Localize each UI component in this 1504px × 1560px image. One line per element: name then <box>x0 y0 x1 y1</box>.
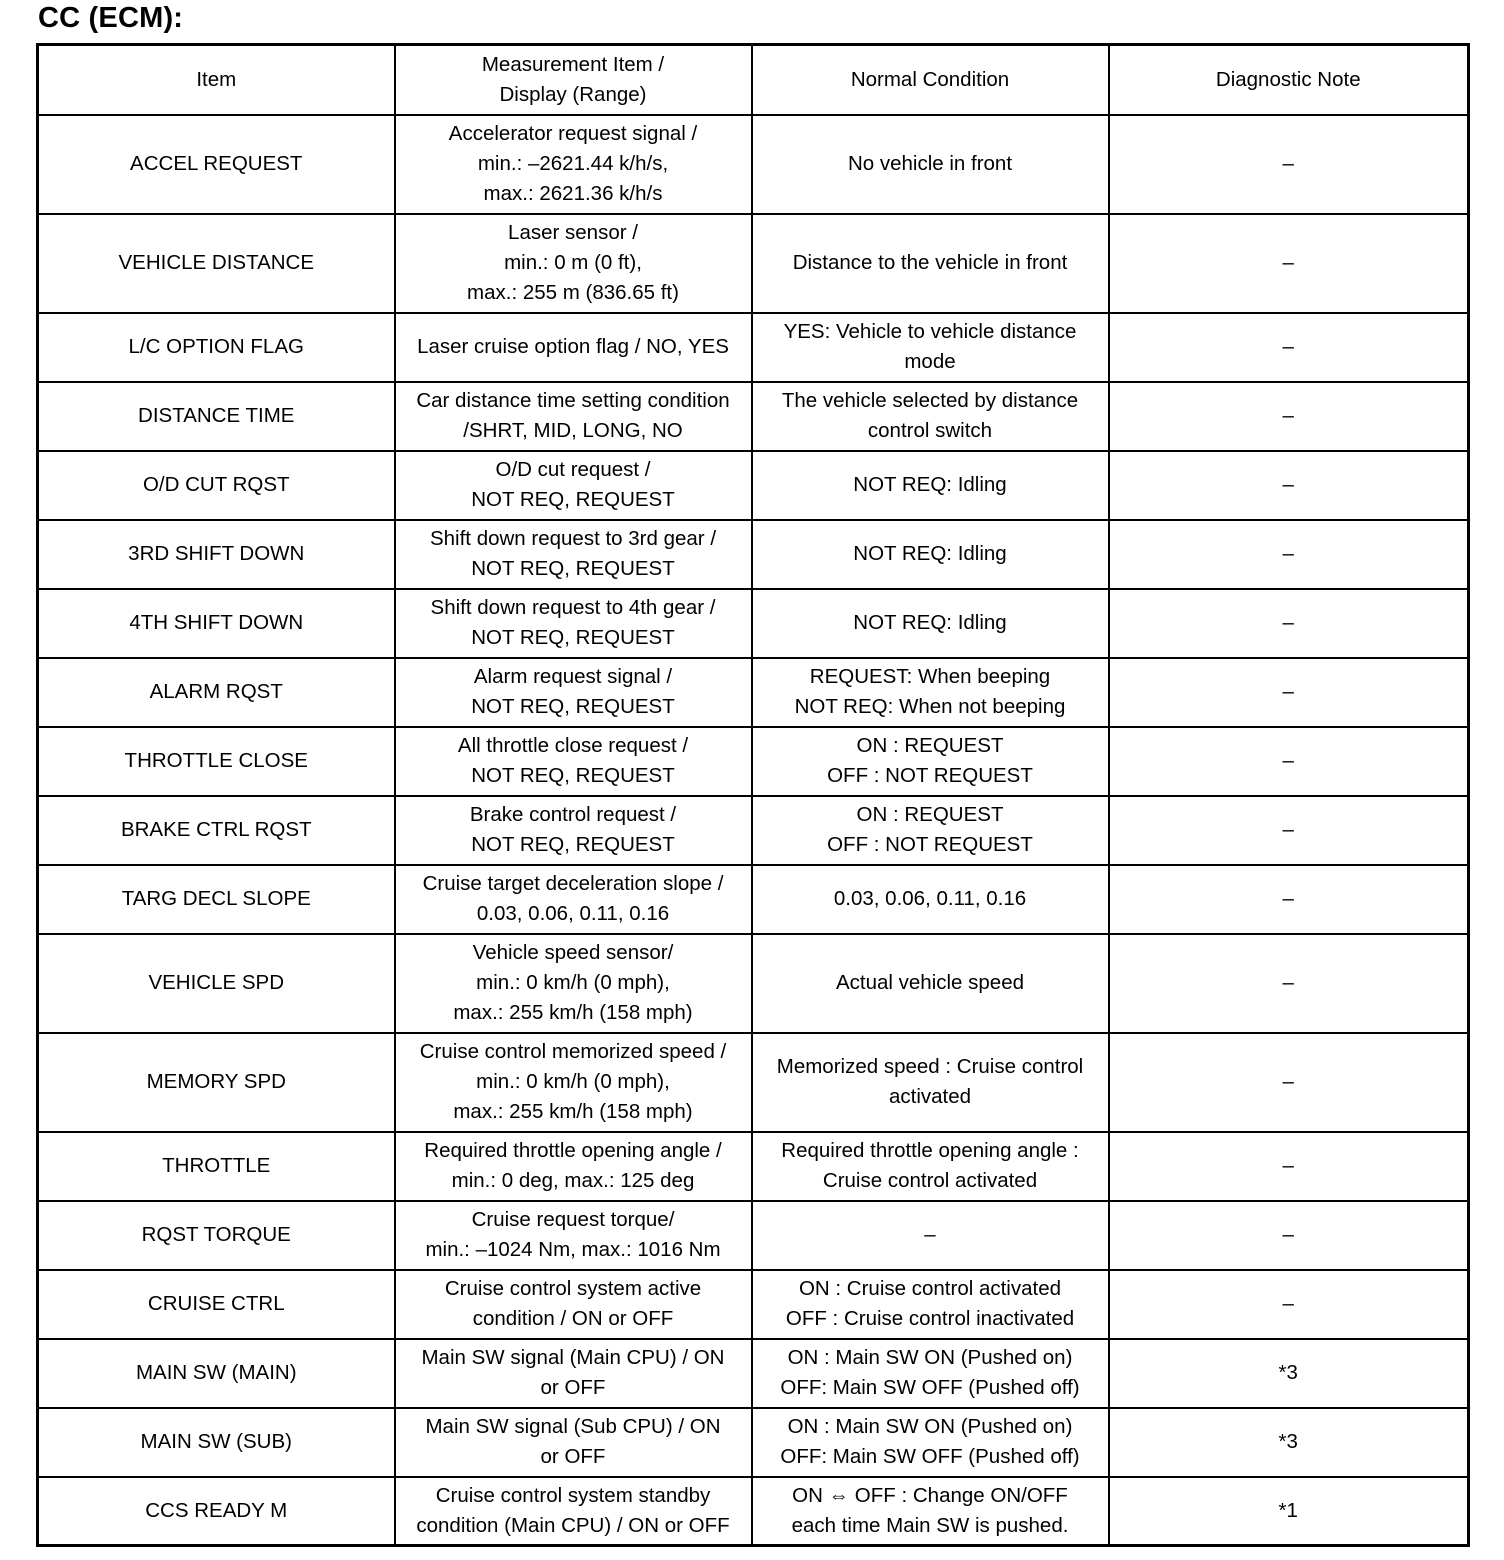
cell-diagnostic-note: – <box>1109 115 1469 214</box>
cell-normal-condition: ON ⇔ OFF : Change ON/OFF each time Main SW is pushed. <box>752 1477 1109 1546</box>
cell-diagnostic-note: – <box>1109 214 1469 313</box>
cell-diagnostic-note: – <box>1109 589 1469 658</box>
cell-diagnostic-note: – <box>1109 865 1469 934</box>
table-row <box>38 115 1469 214</box>
cell-item: THROTTLE CLOSE <box>38 727 395 796</box>
cell-normal-condition: Memorized speed : Cruise control activated <box>752 1033 1109 1132</box>
table-row <box>38 727 1469 796</box>
cell-normal-condition: YES: Vehicle to vehicle distance mode <box>752 313 1109 382</box>
cell-item: MAIN SW (SUB) <box>38 1408 395 1477</box>
cell-measurement: Laser sensor / min.: 0 m (0 ft), max.: 255 m (836.65 ft) <box>395 214 752 313</box>
cell-normal-condition: The vehicle selected by distance control switch <box>752 382 1109 451</box>
table-header-row <box>38 45 1469 115</box>
cell-diagnostic-note: – <box>1109 658 1469 727</box>
page-title: CC (ECM): <box>38 2 184 34</box>
header-diagnostic-note: Diagnostic Note <box>1109 45 1469 115</box>
table-row <box>38 520 1469 589</box>
cell-normal-condition: NOT REQ: Idling <box>752 520 1109 589</box>
cell-diagnostic-note: – <box>1109 520 1469 589</box>
table-row <box>38 1201 1469 1270</box>
cell-measurement: O/D cut request / NOT REQ, REQUEST <box>395 451 752 520</box>
cell-measurement: Shift down request to 4th gear / NOT REQ, REQUEST <box>395 589 752 658</box>
table-row <box>38 796 1469 865</box>
cell-item: ALARM RQST <box>38 658 395 727</box>
cell-item: O/D CUT RQST <box>38 451 395 520</box>
cell-diagnostic-note: – <box>1109 1033 1469 1132</box>
cell-measurement: Laser cruise option flag / NO, YES <box>395 313 752 382</box>
cell-item: CRUISE CTRL <box>38 1270 395 1339</box>
cell-normal-condition: ON : REQUEST OFF : NOT REQUEST <box>752 796 1109 865</box>
cell-measurement: Brake control request / NOT REQ, REQUEST <box>395 796 752 865</box>
cell-measurement: Required throttle opening angle / min.: 0 deg, max.: 125 deg <box>395 1132 752 1201</box>
cell-measurement: Cruise target deceleration slope / 0.03, 0.06, 0.11, 0.16 <box>395 865 752 934</box>
table-row <box>38 214 1469 313</box>
cell-normal-condition: – <box>752 1201 1109 1270</box>
cell-diagnostic-note: – <box>1109 1132 1469 1201</box>
cell-normal-condition: Distance to the vehicle in front <box>752 214 1109 313</box>
cell-measurement: Cruise control system active condition / ON or OFF <box>395 1270 752 1339</box>
cell-measurement: Accelerator request signal / min.: –2621.44 k/h/s, max.: 2621.36 k/h/s <box>395 115 752 214</box>
header-measurement: Measurement Item / Display (Range) <box>395 45 752 115</box>
cell-item: MAIN SW (MAIN) <box>38 1339 395 1408</box>
table-row <box>38 382 1469 451</box>
cell-measurement: Vehicle speed sensor/ min.: 0 km/h (0 mph), max.: 255 km/h (158 mph) <box>395 934 752 1033</box>
cell-measurement: Car distance time setting condition /SHRT, MID, LONG, NO <box>395 382 752 451</box>
cell-diagnostic-note: – <box>1109 934 1469 1033</box>
cell-normal-condition: ON : Main SW ON (Pushed on) OFF: Main SW OFF (Pushed off) <box>752 1339 1109 1408</box>
cell-normal-condition: ON : Cruise control activated OFF : Cruise control inactivated <box>752 1270 1109 1339</box>
cell-item: CCS READY M <box>38 1477 395 1546</box>
header-item: Item <box>38 45 395 115</box>
cell-item: 4TH SHIFT DOWN <box>38 589 395 658</box>
cell-normal-condition: Required throttle opening angle : Cruise control activated <box>752 1132 1109 1201</box>
cell-item: TARG DECL SLOPE <box>38 865 395 934</box>
cell-measurement: Main SW signal (Main CPU) / ON or OFF <box>395 1339 752 1408</box>
cell-item: VEHICLE DISTANCE <box>38 214 395 313</box>
cell-normal-condition: Actual vehicle speed <box>752 934 1109 1033</box>
table-row <box>38 865 1469 934</box>
cell-item: MEMORY SPD <box>38 1033 395 1132</box>
cell-measurement: Alarm request signal / NOT REQ, REQUEST <box>395 658 752 727</box>
cell-measurement: Cruise request torque/ min.: –1024 Nm, max.: 1016 Nm <box>395 1201 752 1270</box>
table-row <box>38 934 1469 1033</box>
cell-diagnostic-note: – <box>1109 1201 1469 1270</box>
cell-diagnostic-note: *3 <box>1109 1339 1469 1408</box>
cell-item: BRAKE CTRL RQST <box>38 796 395 865</box>
cell-normal-condition: ON : REQUEST OFF : NOT REQUEST <box>752 727 1109 796</box>
cell-normal-condition: No vehicle in front <box>752 115 1109 214</box>
cell-measurement: All throttle close request / NOT REQ, REQUEST <box>395 727 752 796</box>
cell-diagnostic-note: – <box>1109 1270 1469 1339</box>
cell-normal-condition: NOT REQ: Idling <box>752 589 1109 658</box>
table-row <box>38 589 1469 658</box>
cell-diagnostic-note: – <box>1109 313 1469 382</box>
table-row <box>38 1033 1469 1132</box>
cell-item: 3RD SHIFT DOWN <box>38 520 395 589</box>
table-row <box>38 313 1469 382</box>
cell-diagnostic-note: *1 <box>1109 1477 1469 1546</box>
cell-measurement: Shift down request to 3rd gear / NOT REQ, REQUEST <box>395 520 752 589</box>
cell-item: DISTANCE TIME <box>38 382 395 451</box>
header-normal-condition: Normal Condition <box>752 45 1109 115</box>
data-table <box>36 43 1470 1547</box>
table-row <box>38 1339 1469 1408</box>
cell-item: THROTTLE <box>38 1132 395 1201</box>
cell-diagnostic-note: – <box>1109 451 1469 520</box>
table-row <box>38 1477 1469 1546</box>
cell-item: VEHICLE SPD <box>38 934 395 1033</box>
table-row <box>38 1408 1469 1477</box>
cell-measurement: Cruise control memorized speed / min.: 0 km/h (0 mph), max.: 255 km/h (158 mph) <box>395 1033 752 1132</box>
cell-normal-condition: REQUEST: When beeping NOT REQ: When not beeping <box>752 658 1109 727</box>
table-row <box>38 1132 1469 1201</box>
cell-item: RQST TORQUE <box>38 1201 395 1270</box>
cell-measurement: Cruise control system standby condition (Main CPU) / ON or OFF <box>395 1477 752 1546</box>
cell-item: L/C OPTION FLAG <box>38 313 395 382</box>
table-row <box>38 1270 1469 1339</box>
cell-normal-condition: ON : Main SW ON (Pushed on) OFF: Main SW OFF (Pushed off) <box>752 1408 1109 1477</box>
table-row <box>38 451 1469 520</box>
cell-diagnostic-note: – <box>1109 727 1469 796</box>
cell-diagnostic-note: – <box>1109 796 1469 865</box>
cell-item: ACCEL REQUEST <box>38 115 395 214</box>
cell-measurement: Main SW signal (Sub CPU) / ON or OFF <box>395 1408 752 1477</box>
cell-normal-condition: NOT REQ: Idling <box>752 451 1109 520</box>
cell-diagnostic-note: – <box>1109 382 1469 451</box>
cell-normal-condition: 0.03, 0.06, 0.11, 0.16 <box>752 865 1109 934</box>
cell-diagnostic-note: *3 <box>1109 1408 1469 1477</box>
table-row <box>38 658 1469 727</box>
